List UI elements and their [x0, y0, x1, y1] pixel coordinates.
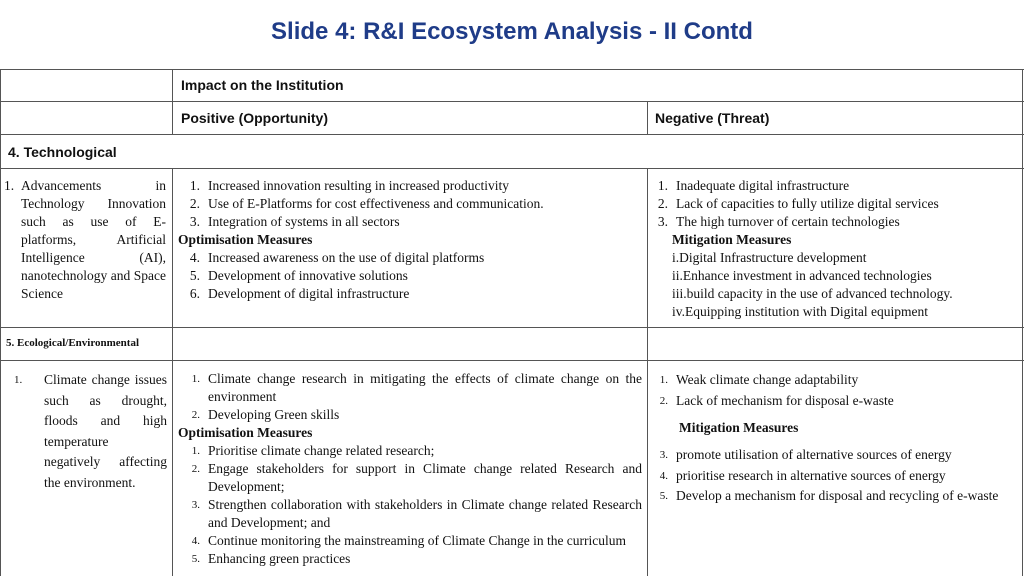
- mitigation-heading: Mitigation Measures: [672, 232, 792, 247]
- section-label-technological: 4. Technological: [8, 144, 117, 160]
- optimisation-list: [178, 442, 642, 568]
- list-item: [178, 285, 644, 303]
- list-item: [652, 391, 1020, 412]
- list-item: i.Digital Infrastructure development: [672, 250, 867, 265]
- list-number: 1.: [191, 373, 200, 385]
- impact-header: Impact on the Institution: [181, 77, 344, 93]
- row-divider: [0, 327, 1024, 328]
- list-item-text: The high turnover of certain technologies: [676, 214, 900, 229]
- technological-threats: [652, 177, 1020, 321]
- list-number: 3.: [657, 214, 668, 229]
- list-item: [178, 267, 644, 285]
- list-item-text: Develop a mechanism for disposal and recycling of e-waste: [676, 488, 999, 503]
- col-divider: [647, 168, 648, 576]
- list-item-text: Developing Green skills: [208, 407, 340, 422]
- list-item: [178, 195, 644, 213]
- optimisation-heading: Optimisation Measures: [178, 232, 313, 247]
- list-item: iii.build capacity in the use of advanced technology.: [672, 286, 953, 301]
- list-number: 1.: [14, 374, 23, 386]
- list-number: 3.: [189, 214, 200, 229]
- list-number: 4.: [659, 469, 668, 482]
- list-item: iv.Equipping institution with Digital equipment: [672, 304, 928, 319]
- list-item-text: Increased innovation resulting in increased productivity: [208, 178, 510, 193]
- ecological-opportunities: [178, 370, 642, 568]
- page-title: Slide 4: R&I Ecosystem Analysis - II Contd: [271, 18, 753, 45]
- list-number: 1.: [657, 178, 668, 193]
- negative-header: Negative (Threat): [655, 110, 770, 126]
- list-item: ii.Enhance investment in advanced technologies: [672, 268, 932, 283]
- optimisation-list: [178, 249, 644, 303]
- list-item-text: Prioritise climate change related research;: [208, 443, 435, 458]
- list-item-text: Enhancing green practices: [208, 551, 351, 566]
- mitigation-list: [652, 249, 1020, 321]
- list-item: [178, 532, 642, 550]
- list-number: 2.: [657, 196, 668, 211]
- list-item: [652, 213, 1020, 231]
- list-item: [178, 460, 642, 496]
- list-number: 4.: [189, 250, 200, 265]
- list-item-text: Weak climate change adaptability: [676, 372, 859, 387]
- list-number: 3.: [191, 499, 200, 511]
- list-item-text: promote utilisation of alternative sources of energy: [676, 447, 952, 462]
- list-number: 6.: [189, 286, 200, 301]
- ecological-threats: [652, 370, 1020, 507]
- list-item: [178, 249, 644, 267]
- opportunity-list: [178, 177, 644, 231]
- section-label-ecological: 5. Ecological/Environmental: [6, 337, 140, 349]
- list-item: [178, 370, 642, 406]
- col-divider: [1022, 69, 1023, 576]
- list-number: 1.: [4, 178, 15, 193]
- list-item-text: Development of innovative solutions: [208, 268, 408, 283]
- list-item-text: Continue monitoring the mainstreaming of Climate Change in the curriculum: [208, 533, 627, 548]
- list-item: [652, 177, 1020, 195]
- col-divider: [0, 69, 1, 576]
- mitigation-heading: Mitigation Measures: [679, 420, 799, 435]
- list-number: 3.: [659, 449, 668, 461]
- list-item: [178, 406, 642, 424]
- threat-list: [652, 370, 1020, 411]
- list-item-text: Strengthen collaboration with stakeholders in Climate change related Research and Development; and: [208, 497, 642, 530]
- table-border-top: [0, 69, 1024, 70]
- mitigation-list: [652, 445, 1020, 507]
- factor-item-ecological: [14, 370, 167, 493]
- list-number: 2.: [191, 409, 200, 421]
- list-item: [652, 445, 1020, 466]
- list-item-text: Development of digital infrastructure: [208, 286, 410, 301]
- list-item: [178, 213, 644, 231]
- list-item-text: prioritise research in alternative sources of energy: [676, 467, 946, 483]
- col-divider: [172, 69, 173, 134]
- list-number: 1.: [189, 178, 200, 193]
- list-number: 2.: [659, 394, 668, 407]
- list-item-text: Lack of capacities to fully utilize digital services: [676, 196, 939, 211]
- technological-opportunities: [178, 177, 644, 303]
- list-item-text: Engage stakeholders for support in Climate change related Research and Development;: [208, 461, 642, 494]
- list-item: [178, 177, 644, 195]
- list-item: [652, 486, 1020, 507]
- list-item-text: Integration of systems in all sectors: [208, 214, 400, 229]
- positive-header: Positive (Opportunity): [181, 110, 328, 126]
- col-divider: [647, 101, 648, 134]
- row-divider: [0, 134, 1024, 135]
- list-item: [178, 442, 642, 460]
- optimisation-heading: Optimisation Measures: [178, 425, 313, 440]
- factor-text: Climate change issues such as drought, floods and high temperature negatively affecting the environment.: [44, 372, 167, 490]
- list-number: 4.: [191, 535, 200, 547]
- list-item-text: Use of E-Platforms for cost effectiveness and communication.: [208, 196, 544, 211]
- factor-text: Advancements in Technology Innovation such as use of E-platforms, Artificial Intelligence (AI), nanotechnology and Space Science: [21, 178, 166, 301]
- list-number: 1.: [659, 374, 668, 386]
- threat-list: [652, 177, 1020, 231]
- list-number: 2.: [191, 463, 200, 475]
- list-number: 1.: [191, 445, 200, 457]
- list-item-text: Inadequate digital infrastructure: [676, 178, 850, 193]
- list-number: 5.: [659, 490, 668, 502]
- list-item-text: Lack of mechanism for disposal e-waste: [676, 392, 894, 408]
- row-divider: [0, 360, 1024, 361]
- row-divider: [0, 101, 1024, 102]
- list-item: [178, 550, 642, 568]
- list-item: [178, 496, 642, 532]
- list-number: 2.: [189, 196, 200, 211]
- factor-item-technological: [4, 177, 166, 303]
- col-divider: [172, 168, 173, 576]
- list-item: [652, 370, 1020, 391]
- list-number: 5.: [189, 268, 200, 283]
- row-divider: [0, 168, 1024, 169]
- list-number: 5.: [191, 553, 200, 565]
- opportunity-list: [178, 370, 642, 424]
- list-item: [652, 466, 1020, 487]
- list-item-text: Increased awareness on the use of digital platforms: [208, 250, 485, 265]
- list-item: [652, 195, 1020, 213]
- list-item-text: Climate change research in mitigating the effects of climate change on the environment: [208, 371, 642, 404]
